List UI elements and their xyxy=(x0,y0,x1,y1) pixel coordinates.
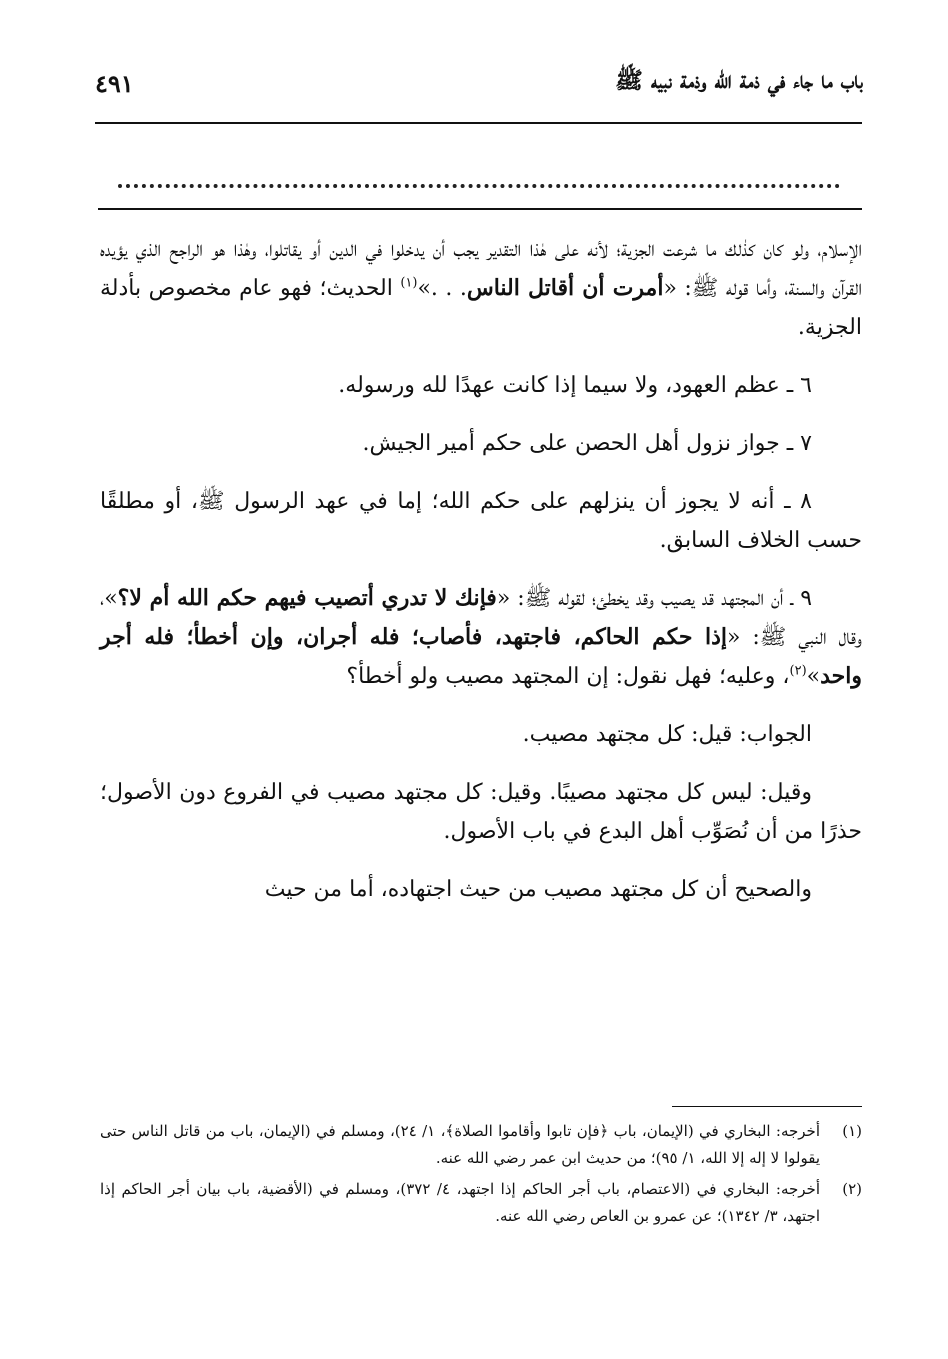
hadith-quote: إذا حكم الحاكم، فاجتهد، فأصاب؛ فله أجران، وإن أخطأ؛ فله أجر واحد xyxy=(100,624,862,689)
dotted-separator xyxy=(118,170,840,188)
footnote-2 xyxy=(100,1176,862,1230)
opinion-paragraph: وقيل: ليس كل مجتهد مصيبًا. وقيل: كل مجتهد مصيب في الفروع دون الأصول؛ حذرًا من أن نُصَوِّب أهل البدع في باب الأصول. xyxy=(100,780,862,844)
point-9: ٩ ـ أن المجتهد قد يصيب وقد يخطئ؛ لقوله ﷺ: «فإنك لا تدري أتصيب فيهم حكم الله أم لا؟»، وقال النبي ﷺ: «إذا حكم الحاكم، فاجتهد، فأصاب؛ فله أجران، وإن أخطأ؛ فله أجر واحد»$^{(٢)}$، وعليه؛ فهل نقول: إن المجتهد مصيب ولو أخطأ؟ xyxy=(100,585,862,689)
page-number: ٤٩١ xyxy=(95,68,134,98)
footnote-text: أخرجه: البخاري في (الاعتصام، باب أجر الحاكم إذا اجتهد، ٤/ ٣٧٢)، ومسلم في (الأقضية، باب بيان أجر الحاكم إذا اجتهد، ٣/ ١٣٤٢)؛ عن عمرو بن العاص رضي الله عنه. xyxy=(100,1180,821,1225)
footnote-text: أخرجه: البخاري في (الإيمان، باب ﴿فإن تابوا وأقاموا الصلاة﴾، ١/ ٢٤)، ومسلم في (الإيمان، باب من قاتل الناس حتى يقولوا لا إله إلا الله، ١/ ٩٥)؛ من حديث ابن عمر رضي الله عنه. xyxy=(100,1122,820,1167)
footnote-1 xyxy=(100,1118,862,1172)
footnote-number: (١) xyxy=(842,1122,862,1140)
answer-paragraph: الجواب: قيل: كل مجتهد مصيب. xyxy=(522,722,812,747)
running-header xyxy=(95,58,863,108)
correct-view-paragraph: والصحيح أن كل مجتهد مصيب من حيث اجتهاده، أما من حيث xyxy=(264,877,812,902)
footnote-number: (٢) xyxy=(842,1180,862,1198)
footnote-ref: (٢) xyxy=(789,663,807,679)
hadith-quote: فإنك لا تدري أتصيب فيهم حكم الله أم لا؟ xyxy=(117,585,497,611)
footnotes xyxy=(100,1118,862,1234)
footnote-separator xyxy=(672,1106,862,1107)
footnote-ref: (١) xyxy=(400,275,418,291)
section-rule xyxy=(98,208,862,210)
point-6: ٦ ـ عظم العهود، ولا سيما إذا كانت عهدًا لله ورسوله. xyxy=(338,373,812,398)
chapter-title: باب ما جاء في ذمة الله وذمة نبيه ﷺ xyxy=(615,67,863,94)
hadith-quote: أمرت أن أقاتل الناس xyxy=(466,275,664,301)
paragraph: الإسلام، ولو كان كذٰلك ما شرعت الجزية؛ لأنه على هٰذا التقدير يجب أن يدخلوا في الدين أو يقاتلوا، وهٰذا هو الراجح الذي يؤيده القرآن والسنة، وأما قوله ﷺ: «أمرت أن أقاتل الناس. . .»$^{(١)}$ الحديث؛ فهو عام مخصوص بأدلة الجزية. xyxy=(100,237,862,340)
header-rule xyxy=(95,122,862,124)
main-text xyxy=(100,230,862,928)
point-8: ٨ ـ أنه لا يجوز أن ينزلهم على حكم الله؛ إما في عهد الرسول ﷺ، أو مطلقًا حسب الخلاف السابق. xyxy=(100,489,862,553)
point-7: ٧ ـ جواز نزول أهل الحصن على حكم أمير الجيش. xyxy=(362,431,812,456)
